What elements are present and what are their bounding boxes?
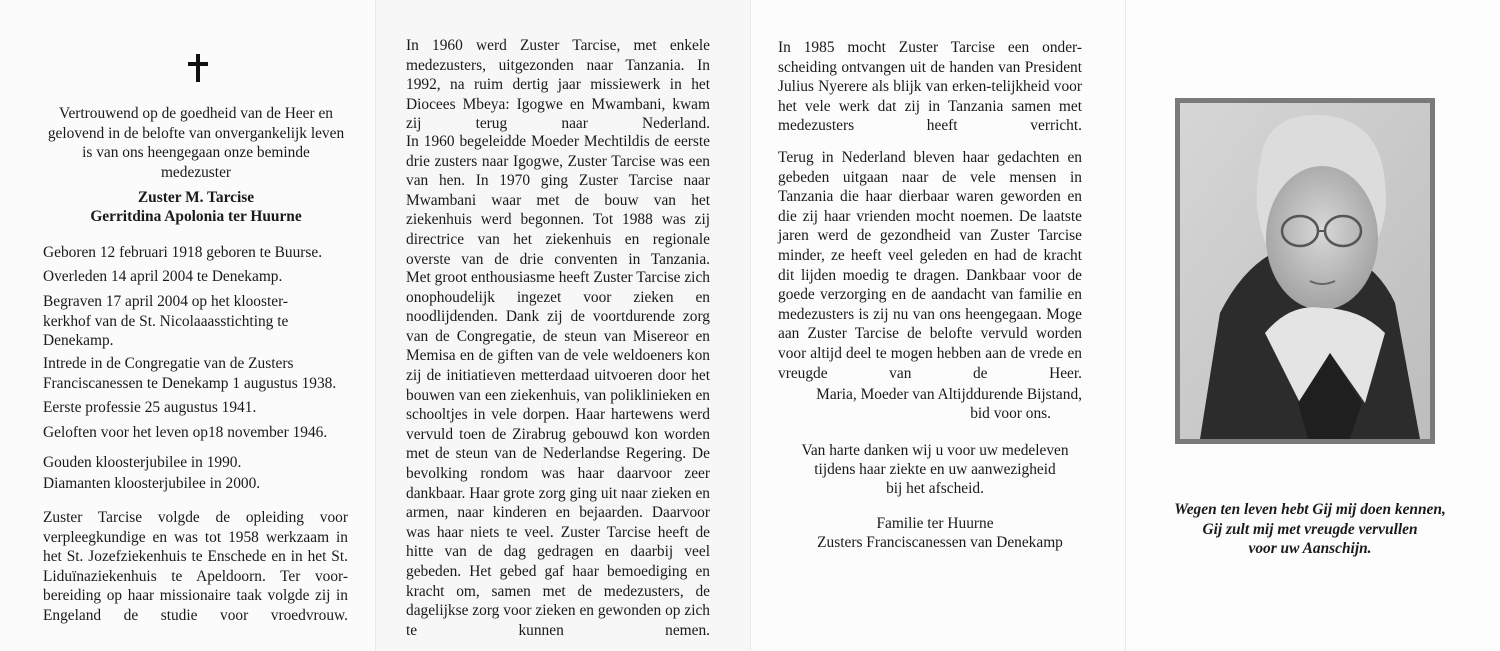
closing-verse-line-3: voor uw Aanschijn. — [1248, 540, 1372, 557]
portrait-image — [1180, 103, 1430, 439]
mission-paragraph: In 1960 werd Zuster Tarcise, met enkele medezusters, uitgezonden naar Tanzania. In 1992, na ruim dertig jaar missiewerk in het Diocees Mbeya: Igogwe en Mwambani, kwam zij terug naar Nederland. — [406, 37, 710, 133]
fold-line — [750, 0, 751, 651]
career-paragraph: Zuster Tarcise volgde de opleiding voor verpleegkundige en was tot 1958 werkzaam in het St. Jozefziekenhuis te Enschede en in het St. Liduïnaziekenhuis te Apeldoorn. Ter voor-bereiding op haar missionaire taak volgde zij in Engeland de studie voor vroedvrouw. — [43, 509, 348, 624]
birth-date: Geboren 12 februari 1918 geboren te Buurse. — [43, 244, 323, 261]
diamond-jubilee: Diamanten kloosterjubilee in 2000. — [43, 475, 261, 492]
dedication-paragraph: Met groot enthousiasme heeft Zuster Tarcise zich onophoudelijk ingezet voor zieken en noodlijdenden. Dank zij de voortdurende zorg van de Congregatie, de steun van Misereor en Memisa en de giften van de vele weldoeners kon zij de initiatieven metterdaad uitvoeren door het bouwen van een ziekenhuis, van poliklinieken en schooltjes in vele dorpen. Haar hartewens werd vervuld toen de Zirabrug gebouwd kon worden met de steun van de Nederlandse Regering. De bevolking rondom was haar daarvoor zeer dankbaar. Haar grote zorg ging uit naar zieken en armen, naar kinderen en bejaarden. Daarvoor was haar niets te veel. Zuster Tarcise heeft de hitte van de dag gedragen en daarbij veel gebeden. Het gebed gaf haar bemoediging en kracht om, samen met de medezusters, de dagelijkse zorg voor zieken en gewonden op zich te kunnen nemen. — [406, 269, 710, 639]
congregation-signature: Zusters Franciscanessen van Denekamp — [817, 534, 1063, 551]
intro-text: Vertrouwend op de goedheid van de Heer en gelovend in de belofte van onvergankelijk leven is van ons heengegaan onze beminde medezuster — [47, 105, 345, 181]
closing-verse — [1145, 500, 1475, 559]
fold-line — [1125, 0, 1126, 651]
prayer-line-2: bid voor ons. — [970, 405, 1051, 422]
cross-icon — [188, 54, 208, 82]
death-date: Overleden 14 april 2004 te Denekamp. — [43, 268, 283, 285]
prayer-line-1: Maria, Moeder van Altijddurende Bijstand, — [816, 386, 1082, 403]
thanks-line-2: tijdens haar ziekte en uw aanwezigheid — [814, 461, 1056, 478]
deceased-religious-name: Zuster M. Tarcise — [137, 189, 255, 206]
perpetual-vows: Geloften voor het leven op18 november 1946. — [43, 424, 328, 441]
fold-line — [375, 0, 376, 651]
family-signature: Familie ter Huurne — [876, 515, 994, 532]
golden-jubilee: Gouden kloosterjubilee in 1990. — [43, 454, 242, 471]
thanks-line-1: Van harte danken wij u voor uw medeleven — [801, 442, 1069, 459]
award-paragraph: In 1985 mocht Zuster Tarcise een onder-scheiding ontvangen uit de handen van President Julius Nyerere als blijk van erken-telijkheid voor het vele werk dat zij in Tanzania samen met medezusters heeft verricht. — [778, 39, 1082, 135]
closing-verse-line-2: Gij zult mij met vreugde vervullen — [1202, 520, 1418, 538]
portrait-photo — [1175, 98, 1435, 444]
thanks-line-3: bij het afscheid. — [886, 480, 984, 497]
burial-info: Begraven 17 april 2004 op het klooster-kerkhof van de St. Nicolaaasstichting te Denekamp. — [43, 293, 289, 350]
closing-verse-line-1: Wegen ten leven hebt Gij mij doen kennen, — [1174, 501, 1446, 518]
return-paragraph: Terug in Nederland bleven haar gedachten en gebeden uitgaan naar de vele mensen in Tanzania die haar dierbaar waren geworden en die zij haar vrienden mocht noemen. De laatste jaren werd de gezondheid van Zuster Tarcise minder, ze heeft veel geleden en had de kracht dit lijden moedig te dragen. Dankbaar voor de goede verzorging en de aandacht van familie en medezusters is zij nu van ons heengegaan. Moge aan Zuster Tarcise de belofte vervuld worden voor altijd deel te mogen hebben aan de vrede en vreugde van de Heer. — [778, 149, 1082, 382]
hospital-paragraph: In 1960 begeleidde Moeder Mechtildis de eerste drie zusters naar Igogwe, Zuster Tarcise was een van hen. In 1970 ging Zuster Tarcise naar Mwambani waar met de bouw van het ziekenhuis werd begonnen. Tot 1988 was zij directrice van het ziekenhuis en regionale overste van de drie conventen in Tanzania. — [406, 133, 710, 268]
entry-info: Intrede in de Congregatie van de Zusters Franciscanessen te Denekamp 1 augustus 1938. — [43, 355, 337, 392]
deceased-full-name: Gerritdina Apolonia ter Huurne — [90, 208, 302, 225]
first-profession: Eerste professie 25 augustus 1941. — [43, 399, 257, 416]
